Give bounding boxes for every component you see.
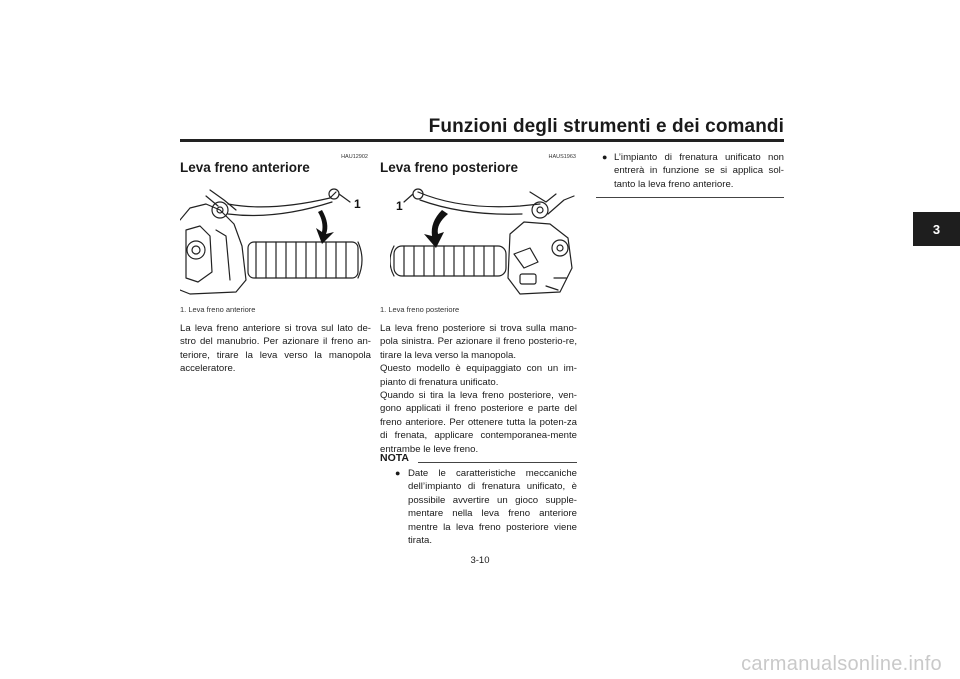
bullet-icon: ● (602, 152, 608, 162)
figure-callout-1: 1 (396, 199, 403, 213)
nota-bullet-text: Date le caratteristiche meccaniche dell’impianto di frenatura unificato, è possibile avvertire un gioco supple-mentare nella leva freno anteriore mentre la leva freno posteriore viene tirata. (408, 468, 577, 547)
chapter-tab[interactable]: 3 (913, 212, 960, 246)
paragraph: La leva freno posteriore si trova sulla mano-pola sinistra. Per azionare il freno posterio-re, tirare la leva verso la manopola. (380, 323, 577, 361)
bullet-icon: ● (395, 468, 401, 478)
section-code: HAU12902 (341, 154, 368, 160)
section-code: HAUS1963 (548, 154, 576, 160)
header-rule (180, 139, 784, 142)
section-title-front-brake: Leva freno anteriore (180, 160, 310, 175)
nota-rule (418, 462, 577, 463)
nota-label: NOTA (380, 452, 409, 464)
paragraph: Questo modello è equipaggiato con un im-pianto di frenatura unificato. (380, 363, 577, 388)
rear-brake-description (380, 322, 577, 456)
pull-direction-arrow-icon (424, 210, 448, 248)
watermark[interactable]: carmanualsonline.info (741, 653, 942, 675)
figure-caption-rear: 1. Leva freno posteriore (380, 305, 460, 314)
figure-callout-1: 1 (354, 197, 361, 211)
section-title-rear-brake: Leva freno posteriore (380, 160, 519, 175)
section-end-rule (596, 197, 784, 198)
figure-caption-front: 1. Leva freno anteriore (180, 305, 256, 314)
rear-brake-lever-illustration (390, 182, 578, 298)
pull-direction-arrow-icon (316, 210, 334, 244)
page-title: Funzioni degli strumenti e dei comandi (428, 116, 784, 137)
unified-brake-note: L’impianto di frenatura unificato non entrerà in funzione se si applica sol-tanto la leva freno anteriore. (614, 152, 784, 190)
front-brake-description (180, 322, 371, 376)
paragraph: Quando si tira la leva freno posteriore, ven-gono applicati il freno posteriore e parte del freno anteriore. Per ottenere tutta la poten-za di frenata, applicare contemporanea-mente entrambe le leve freno. (380, 390, 577, 455)
page-number: 3-10 (470, 555, 490, 566)
front-brake-lever-illustration (180, 180, 368, 296)
paragraph: La leva freno anteriore si trova sul lato de-stro del manubrio. Per azionare il freno an-teriore, tirare la leva verso la manopola acceleratore. (180, 323, 371, 375)
